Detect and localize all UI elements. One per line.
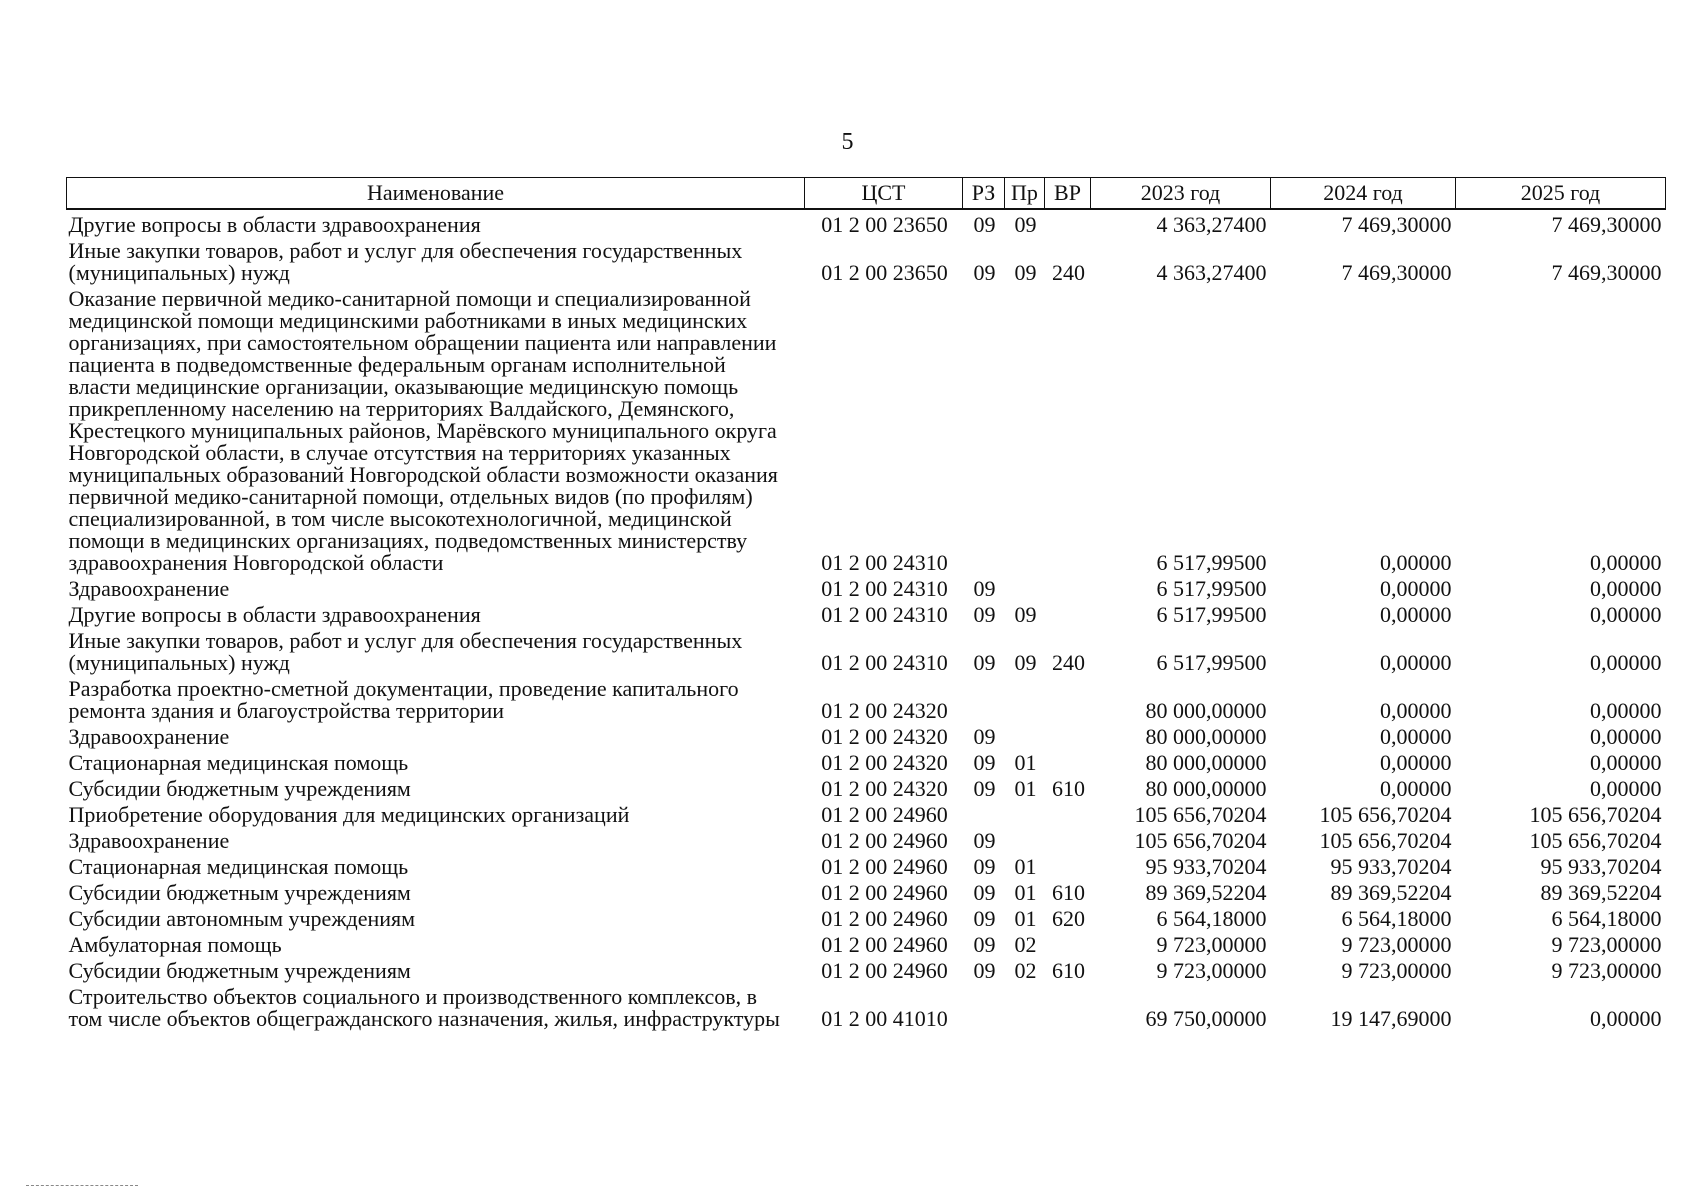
row-code: 01 2 00 24960 bbox=[821, 880, 948, 905]
header-name: Наименование bbox=[67, 178, 805, 210]
row-code: 01 2 00 24320 bbox=[821, 724, 948, 749]
row-rz: 09 bbox=[973, 828, 996, 853]
row-amount-2025: 6 564,18000 bbox=[1551, 906, 1662, 931]
row-amount-2024: 105 656,70204 bbox=[1319, 802, 1452, 827]
row-amount-2025: 9 723,00000 bbox=[1551, 958, 1662, 983]
row-code: 01 2 00 24310 bbox=[821, 576, 948, 601]
row-pr: 09 bbox=[1014, 602, 1037, 627]
table-row bbox=[67, 982, 1666, 1030]
row-pr: 01 bbox=[1014, 880, 1037, 905]
row-amount-2023: 4 363,27400 bbox=[1156, 212, 1267, 237]
row-pr: 01 bbox=[1014, 854, 1037, 879]
row-amount-2024: 0,00000 bbox=[1380, 550, 1452, 575]
row-amount-2024: 95 933,70204 bbox=[1330, 854, 1452, 879]
table-body bbox=[67, 209, 1666, 1030]
table-row bbox=[67, 674, 1666, 722]
row-rz: 09 bbox=[973, 880, 996, 905]
table-row bbox=[67, 236, 1666, 284]
row-amount-2025: 105 656,70204 bbox=[1529, 828, 1662, 853]
row-amount-2024: 0,00000 bbox=[1380, 650, 1452, 675]
row-pr bbox=[1005, 982, 1045, 1030]
row-rz: 09 bbox=[973, 906, 996, 931]
row-vr: 610 bbox=[1052, 776, 1085, 801]
table-row bbox=[67, 600, 1666, 626]
scan-artifact-line bbox=[26, 1185, 138, 1186]
row-amount-2023: 9 723,00000 bbox=[1156, 958, 1267, 983]
row-name: Субсидии автономным учреждениям bbox=[68, 906, 416, 931]
row-pr bbox=[1005, 674, 1045, 722]
row-amount-2024: 7 469,30000 bbox=[1341, 212, 1452, 237]
row-rz: 09 bbox=[973, 932, 996, 957]
row-amount-2024: 89 369,52204 bbox=[1330, 880, 1452, 905]
row-rz: 09 bbox=[973, 260, 996, 285]
row-pr bbox=[1005, 800, 1045, 826]
row-code: 01 2 00 24310 bbox=[821, 650, 948, 675]
row-name: Иные закупки товаров, работ и услуг для обеспечения государственных (муниципальных) нужд bbox=[68, 628, 743, 675]
row-amount-2025: 9 723,00000 bbox=[1551, 932, 1662, 957]
row-code: 01 2 00 24960 bbox=[821, 802, 948, 827]
row-code: 01 2 00 24320 bbox=[821, 698, 948, 723]
row-amount-2024: 0,00000 bbox=[1380, 724, 1452, 749]
header-code: ЦСТ bbox=[805, 178, 963, 210]
row-code: 01 2 00 23650 bbox=[821, 260, 948, 285]
row-vr bbox=[1045, 284, 1091, 574]
row-code: 01 2 00 24960 bbox=[821, 932, 948, 957]
table-row bbox=[67, 748, 1666, 774]
row-rz: 09 bbox=[973, 724, 996, 749]
row-name: Здравоохранение bbox=[68, 828, 230, 853]
row-code: 01 2 00 23650 bbox=[821, 212, 948, 237]
row-code: 01 2 00 24320 bbox=[821, 750, 948, 775]
row-rz: 09 bbox=[973, 602, 996, 627]
row-vr bbox=[1045, 930, 1091, 956]
row-amount-2024: 105 656,70204 bbox=[1319, 828, 1452, 853]
row-pr bbox=[1005, 722, 1045, 748]
row-rz bbox=[963, 800, 1005, 826]
table-row bbox=[67, 626, 1666, 674]
row-amount-2023: 95 933,70204 bbox=[1145, 854, 1267, 879]
row-rz bbox=[963, 674, 1005, 722]
row-amount-2025: 0,00000 bbox=[1590, 724, 1662, 749]
row-vr bbox=[1045, 600, 1091, 626]
row-pr: 09 bbox=[1014, 260, 1037, 285]
row-pr: 02 bbox=[1014, 932, 1037, 957]
row-pr bbox=[1005, 574, 1045, 600]
row-amount-2025: 0,00000 bbox=[1590, 602, 1662, 627]
row-rz: 09 bbox=[973, 750, 996, 775]
header-year-2025: 2025 год bbox=[1456, 178, 1666, 210]
row-amount-2025: 7 469,30000 bbox=[1551, 212, 1662, 237]
row-pr bbox=[1005, 284, 1045, 574]
row-pr: 09 bbox=[1014, 212, 1037, 237]
row-amount-2024: 0,00000 bbox=[1380, 576, 1452, 601]
row-name: Стационарная медицинская помощь bbox=[68, 750, 409, 775]
row-amount-2023: 80 000,00000 bbox=[1145, 724, 1267, 749]
row-amount-2023: 89 369,52204 bbox=[1145, 880, 1267, 905]
header-year-2023: 2023 год bbox=[1091, 178, 1271, 210]
row-amount-2025: 0,00000 bbox=[1590, 576, 1662, 601]
table-row bbox=[67, 904, 1666, 930]
row-rz bbox=[963, 982, 1005, 1030]
row-code: 01 2 00 24960 bbox=[821, 906, 948, 931]
row-vr bbox=[1045, 748, 1091, 774]
row-amount-2023: 80 000,00000 bbox=[1145, 698, 1267, 723]
row-name: Здравоохранение bbox=[68, 576, 230, 601]
row-name: Строительство объектов социального и производственного комплексов, в том числе объектов общегражданского назначения, жилья, инфраструктуры bbox=[68, 984, 780, 1031]
row-vr bbox=[1045, 209, 1091, 236]
row-rz: 09 bbox=[973, 958, 996, 983]
row-vr bbox=[1045, 826, 1091, 852]
table-row bbox=[67, 878, 1666, 904]
row-amount-2024: 0,00000 bbox=[1380, 750, 1452, 775]
table-row bbox=[67, 800, 1666, 826]
row-code: 01 2 00 24320 bbox=[821, 776, 948, 801]
row-amount-2025: 0,00000 bbox=[1590, 750, 1662, 775]
table-row bbox=[67, 284, 1666, 574]
table-row bbox=[67, 930, 1666, 956]
row-amount-2025: 0,00000 bbox=[1590, 1006, 1662, 1031]
row-amount-2024: 7 469,30000 bbox=[1341, 260, 1452, 285]
row-vr bbox=[1045, 982, 1091, 1030]
row-name: Разработка проектно-сметной документации, проведение капитального ремонта здания и благоустройства территории bbox=[68, 676, 739, 723]
row-vr bbox=[1045, 574, 1091, 600]
row-name: Здравоохранение bbox=[68, 724, 230, 749]
row-vr bbox=[1045, 852, 1091, 878]
row-rz bbox=[963, 284, 1005, 574]
row-amount-2025: 7 469,30000 bbox=[1551, 260, 1662, 285]
row-amount-2023: 6 517,99500 bbox=[1156, 650, 1267, 675]
row-amount-2024: 9 723,00000 bbox=[1341, 932, 1452, 957]
row-vr: 620 bbox=[1052, 906, 1085, 931]
row-rz: 09 bbox=[973, 650, 996, 675]
row-amount-2024: 0,00000 bbox=[1380, 776, 1452, 801]
row-amount-2023: 6 517,99500 bbox=[1156, 602, 1267, 627]
row-code: 01 2 00 24310 bbox=[821, 602, 948, 627]
table-row bbox=[67, 209, 1666, 236]
header-pr: Пр bbox=[1005, 178, 1045, 210]
table-row bbox=[67, 956, 1666, 982]
row-amount-2025: 89 369,52204 bbox=[1540, 880, 1662, 905]
row-rz: 09 bbox=[973, 212, 996, 237]
row-name: Иные закупки товаров, работ и услуг для обеспечения государственных (муниципальных) нужд bbox=[68, 238, 743, 285]
row-amount-2023: 6 564,18000 bbox=[1156, 906, 1267, 931]
row-name: Оказание первичной медико-санитарной помощи и специализированной медицинской помощи медицинскими работниками в иных медицинских организациях, при самостоятельном обращении пациента или направлении пациента в подведомственные федеральным органам исполнительной власти медицинские организации, оказывающие медицинскую помощь прикрепленному населению на территориях Валдайского, Демянского, Крестецкого муниципальных районов, Марёвского муниципального округа Новгородской области, в случае отсутствия на территориях указанных муниципальных образований Новгородской области возможности оказания первичной медико-санитарной помощи, отдельных видов (по профилям) специализированной, в том числе высокотехнологичной, медицинской помощи в медицинских организациях, подведомственных министерству здравоохранения Новгородской области bbox=[68, 286, 778, 575]
table-row bbox=[67, 574, 1666, 600]
row-amount-2025: 105 656,70204 bbox=[1529, 802, 1662, 827]
row-name: Другие вопросы в области здравоохранения bbox=[68, 212, 481, 237]
row-amount-2023: 9 723,00000 bbox=[1156, 932, 1267, 957]
row-pr: 09 bbox=[1014, 650, 1037, 675]
row-vr bbox=[1045, 674, 1091, 722]
row-code: 01 2 00 24960 bbox=[821, 958, 948, 983]
row-code: 01 2 00 24310 bbox=[821, 550, 948, 575]
row-rz: 09 bbox=[973, 854, 996, 879]
row-vr: 240 bbox=[1052, 650, 1085, 675]
row-amount-2023: 6 517,99500 bbox=[1156, 576, 1267, 601]
row-name: Субсидии бюджетным учреждениям bbox=[68, 880, 411, 905]
row-amount-2024: 6 564,18000 bbox=[1341, 906, 1452, 931]
row-rz: 09 bbox=[973, 776, 996, 801]
row-vr: 240 bbox=[1052, 260, 1085, 285]
row-rz: 09 bbox=[973, 576, 996, 601]
row-code: 01 2 00 24960 bbox=[821, 828, 948, 853]
row-name: Другие вопросы в области здравоохранения bbox=[68, 602, 481, 627]
header-vr: ВР bbox=[1045, 178, 1091, 210]
row-amount-2023: 105 656,70204 bbox=[1134, 828, 1267, 853]
row-amount-2024: 0,00000 bbox=[1380, 602, 1452, 627]
row-amount-2023: 6 517,99500 bbox=[1156, 550, 1267, 575]
row-name: Стационарная медицинская помощь bbox=[68, 854, 409, 879]
row-amount-2025: 0,00000 bbox=[1590, 650, 1662, 675]
row-vr bbox=[1045, 722, 1091, 748]
table-row bbox=[67, 826, 1666, 852]
row-pr: 02 bbox=[1014, 958, 1037, 983]
row-amount-2025: 95 933,70204 bbox=[1540, 854, 1662, 879]
row-pr: 01 bbox=[1014, 750, 1037, 775]
table-header-row bbox=[67, 178, 1666, 210]
budget-table bbox=[66, 177, 1666, 1030]
row-pr bbox=[1005, 826, 1045, 852]
row-amount-2023: 80 000,00000 bbox=[1145, 776, 1267, 801]
row-code: 01 2 00 24960 bbox=[821, 854, 948, 879]
table-row bbox=[67, 774, 1666, 800]
row-vr: 610 bbox=[1052, 958, 1085, 983]
header-year-2024: 2024 год bbox=[1271, 178, 1456, 210]
row-amount-2025: 0,00000 bbox=[1590, 698, 1662, 723]
row-amount-2023: 4 363,27400 bbox=[1156, 260, 1267, 285]
row-amount-2025: 0,00000 bbox=[1590, 776, 1662, 801]
row-name: Субсидии бюджетным учреждениям bbox=[68, 776, 411, 801]
row-amount-2023: 105 656,70204 bbox=[1134, 802, 1267, 827]
row-name: Амбулаторная помощь bbox=[68, 932, 282, 957]
table-row bbox=[67, 852, 1666, 878]
row-code: 01 2 00 41010 bbox=[821, 1006, 948, 1031]
page-number: 5 bbox=[841, 129, 854, 155]
row-pr: 01 bbox=[1014, 776, 1037, 801]
table-row bbox=[67, 722, 1666, 748]
row-pr: 01 bbox=[1014, 906, 1037, 931]
row-amount-2024: 9 723,00000 bbox=[1341, 958, 1452, 983]
row-name: Приобретение оборудования для медицинских организаций bbox=[68, 802, 630, 827]
header-rz: РЗ bbox=[963, 178, 1005, 210]
row-amount-2023: 69 750,00000 bbox=[1145, 1006, 1267, 1031]
row-amount-2024: 19 147,69000 bbox=[1330, 1006, 1452, 1031]
row-amount-2023: 80 000,00000 bbox=[1145, 750, 1267, 775]
row-vr: 610 bbox=[1052, 880, 1085, 905]
row-amount-2024: 0,00000 bbox=[1380, 698, 1452, 723]
row-vr bbox=[1045, 800, 1091, 826]
row-amount-2025: 0,00000 bbox=[1590, 550, 1662, 575]
row-name: Субсидии бюджетным учреждениям bbox=[68, 958, 411, 983]
